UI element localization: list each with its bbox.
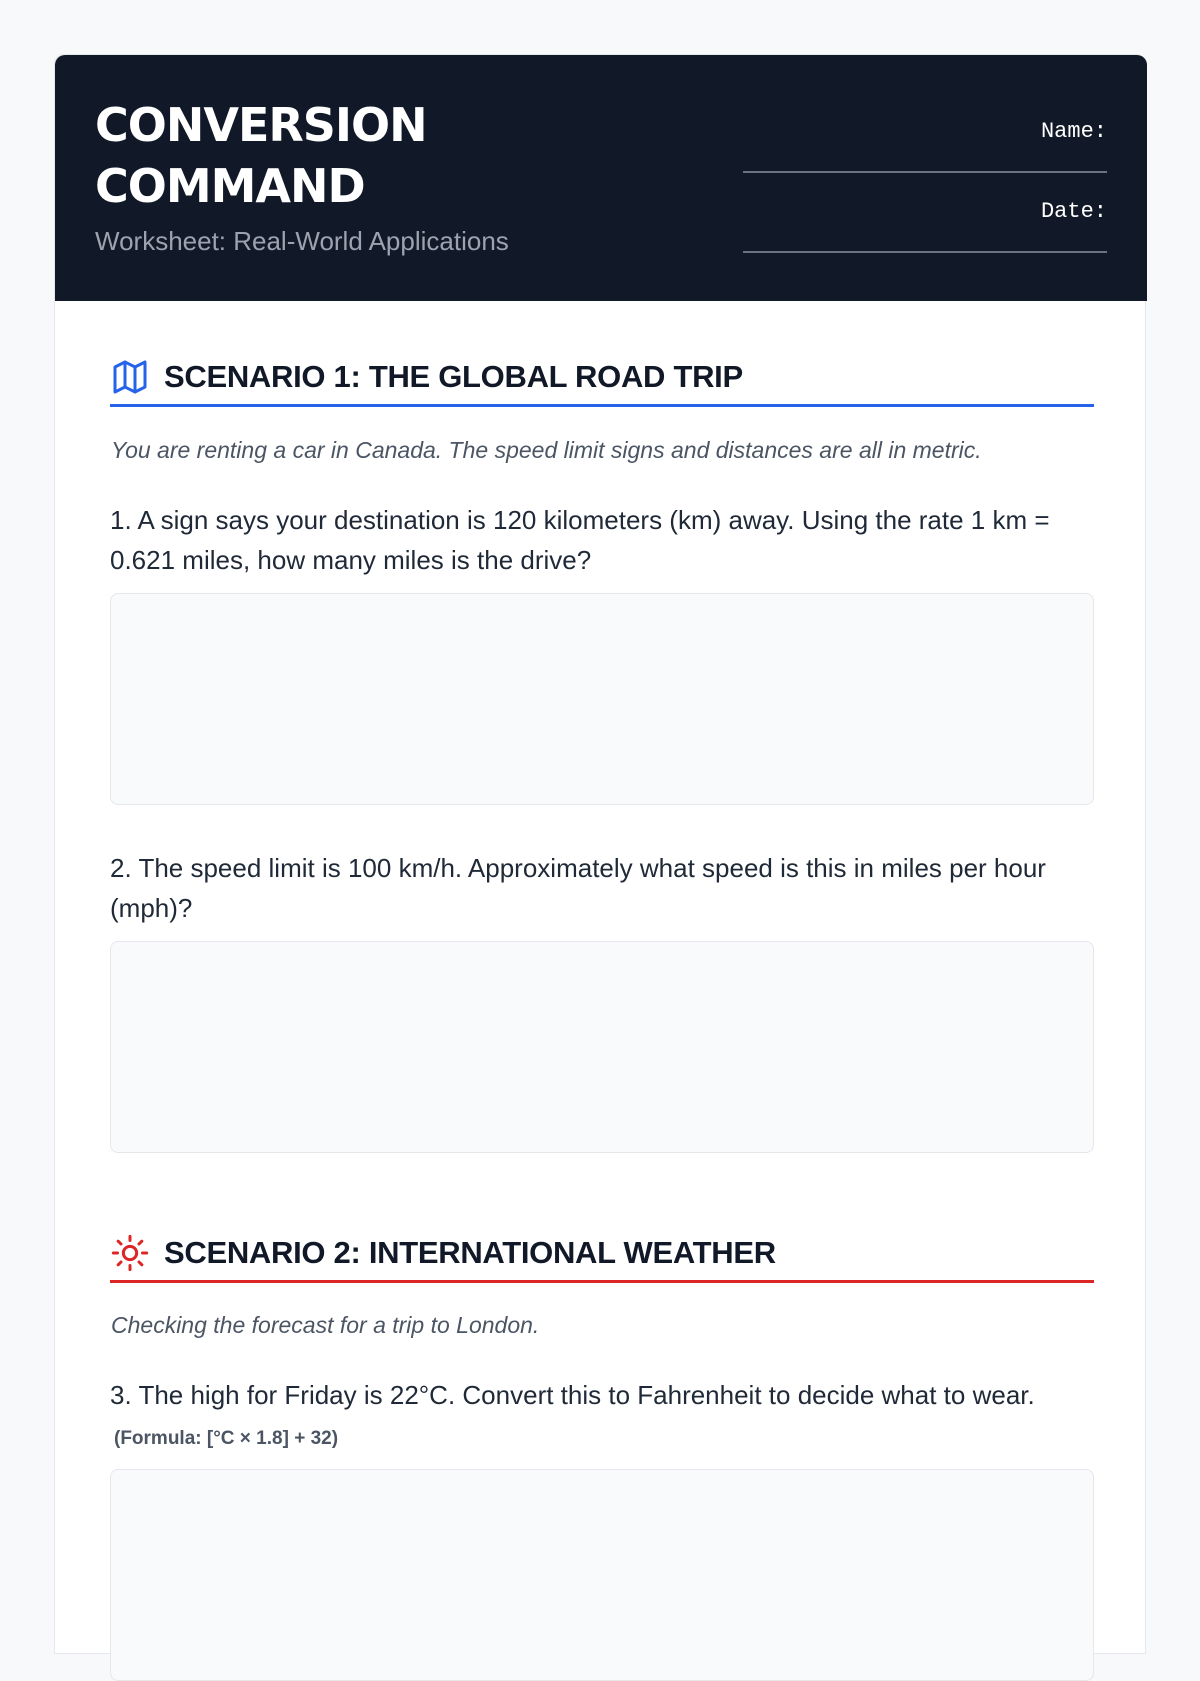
name-label: Name:	[1040, 119, 1107, 144]
scenario-2-intro: Checking the forecast for a trip to London.	[111, 1312, 540, 1338]
scenario-1-intro: You are renting a car in Canada. The speed limit signs and distances are all in metric.	[111, 437, 982, 463]
worksheet	[54, 54, 1146, 1654]
scenario-2-title: SCENARIO 2: INTERNATIONAL WEATHER	[164, 1235, 776, 1270]
question-3	[110, 1375, 1094, 1459]
question-3-formula-hint: (Formula: [°C × 1.8] + 32)	[114, 1428, 339, 1449]
answer-box-3[interactable]	[110, 1469, 1094, 1681]
name-field[interactable]	[743, 115, 1107, 173]
sun-icon	[110, 1233, 150, 1273]
scenario-2-heading	[110, 1227, 1094, 1283]
answer-box-2[interactable]	[110, 941, 1094, 1153]
answer-box-1[interactable]	[110, 593, 1094, 805]
map-icon	[110, 357, 150, 397]
question-3-text: 3. The high for Friday is 22°C. Convert this to Fahrenheit to decide what to wear.	[110, 1380, 1035, 1410]
worksheet-header	[55, 55, 1147, 301]
worksheet-title: CONVERSION COMMAND	[95, 98, 427, 213]
scenario-1-title: SCENARIO 1: THE GLOBAL ROAD TRIP	[164, 359, 743, 394]
question-2: 2. The speed limit is 100 km/h. Approximately what speed is this in miles per hour (mph)?	[110, 853, 1046, 923]
question-1: 1. A sign says your destination is 120 kilometers (km) away. Using the rate 1 km = 0.621 miles, how many miles is the drive?	[110, 505, 1050, 575]
date-field[interactable]	[743, 195, 1107, 253]
scenario-1-heading	[110, 351, 1094, 407]
worksheet-subtitle: Worksheet: Real-World Applications	[95, 226, 509, 256]
date-label: Date:	[1040, 199, 1107, 224]
